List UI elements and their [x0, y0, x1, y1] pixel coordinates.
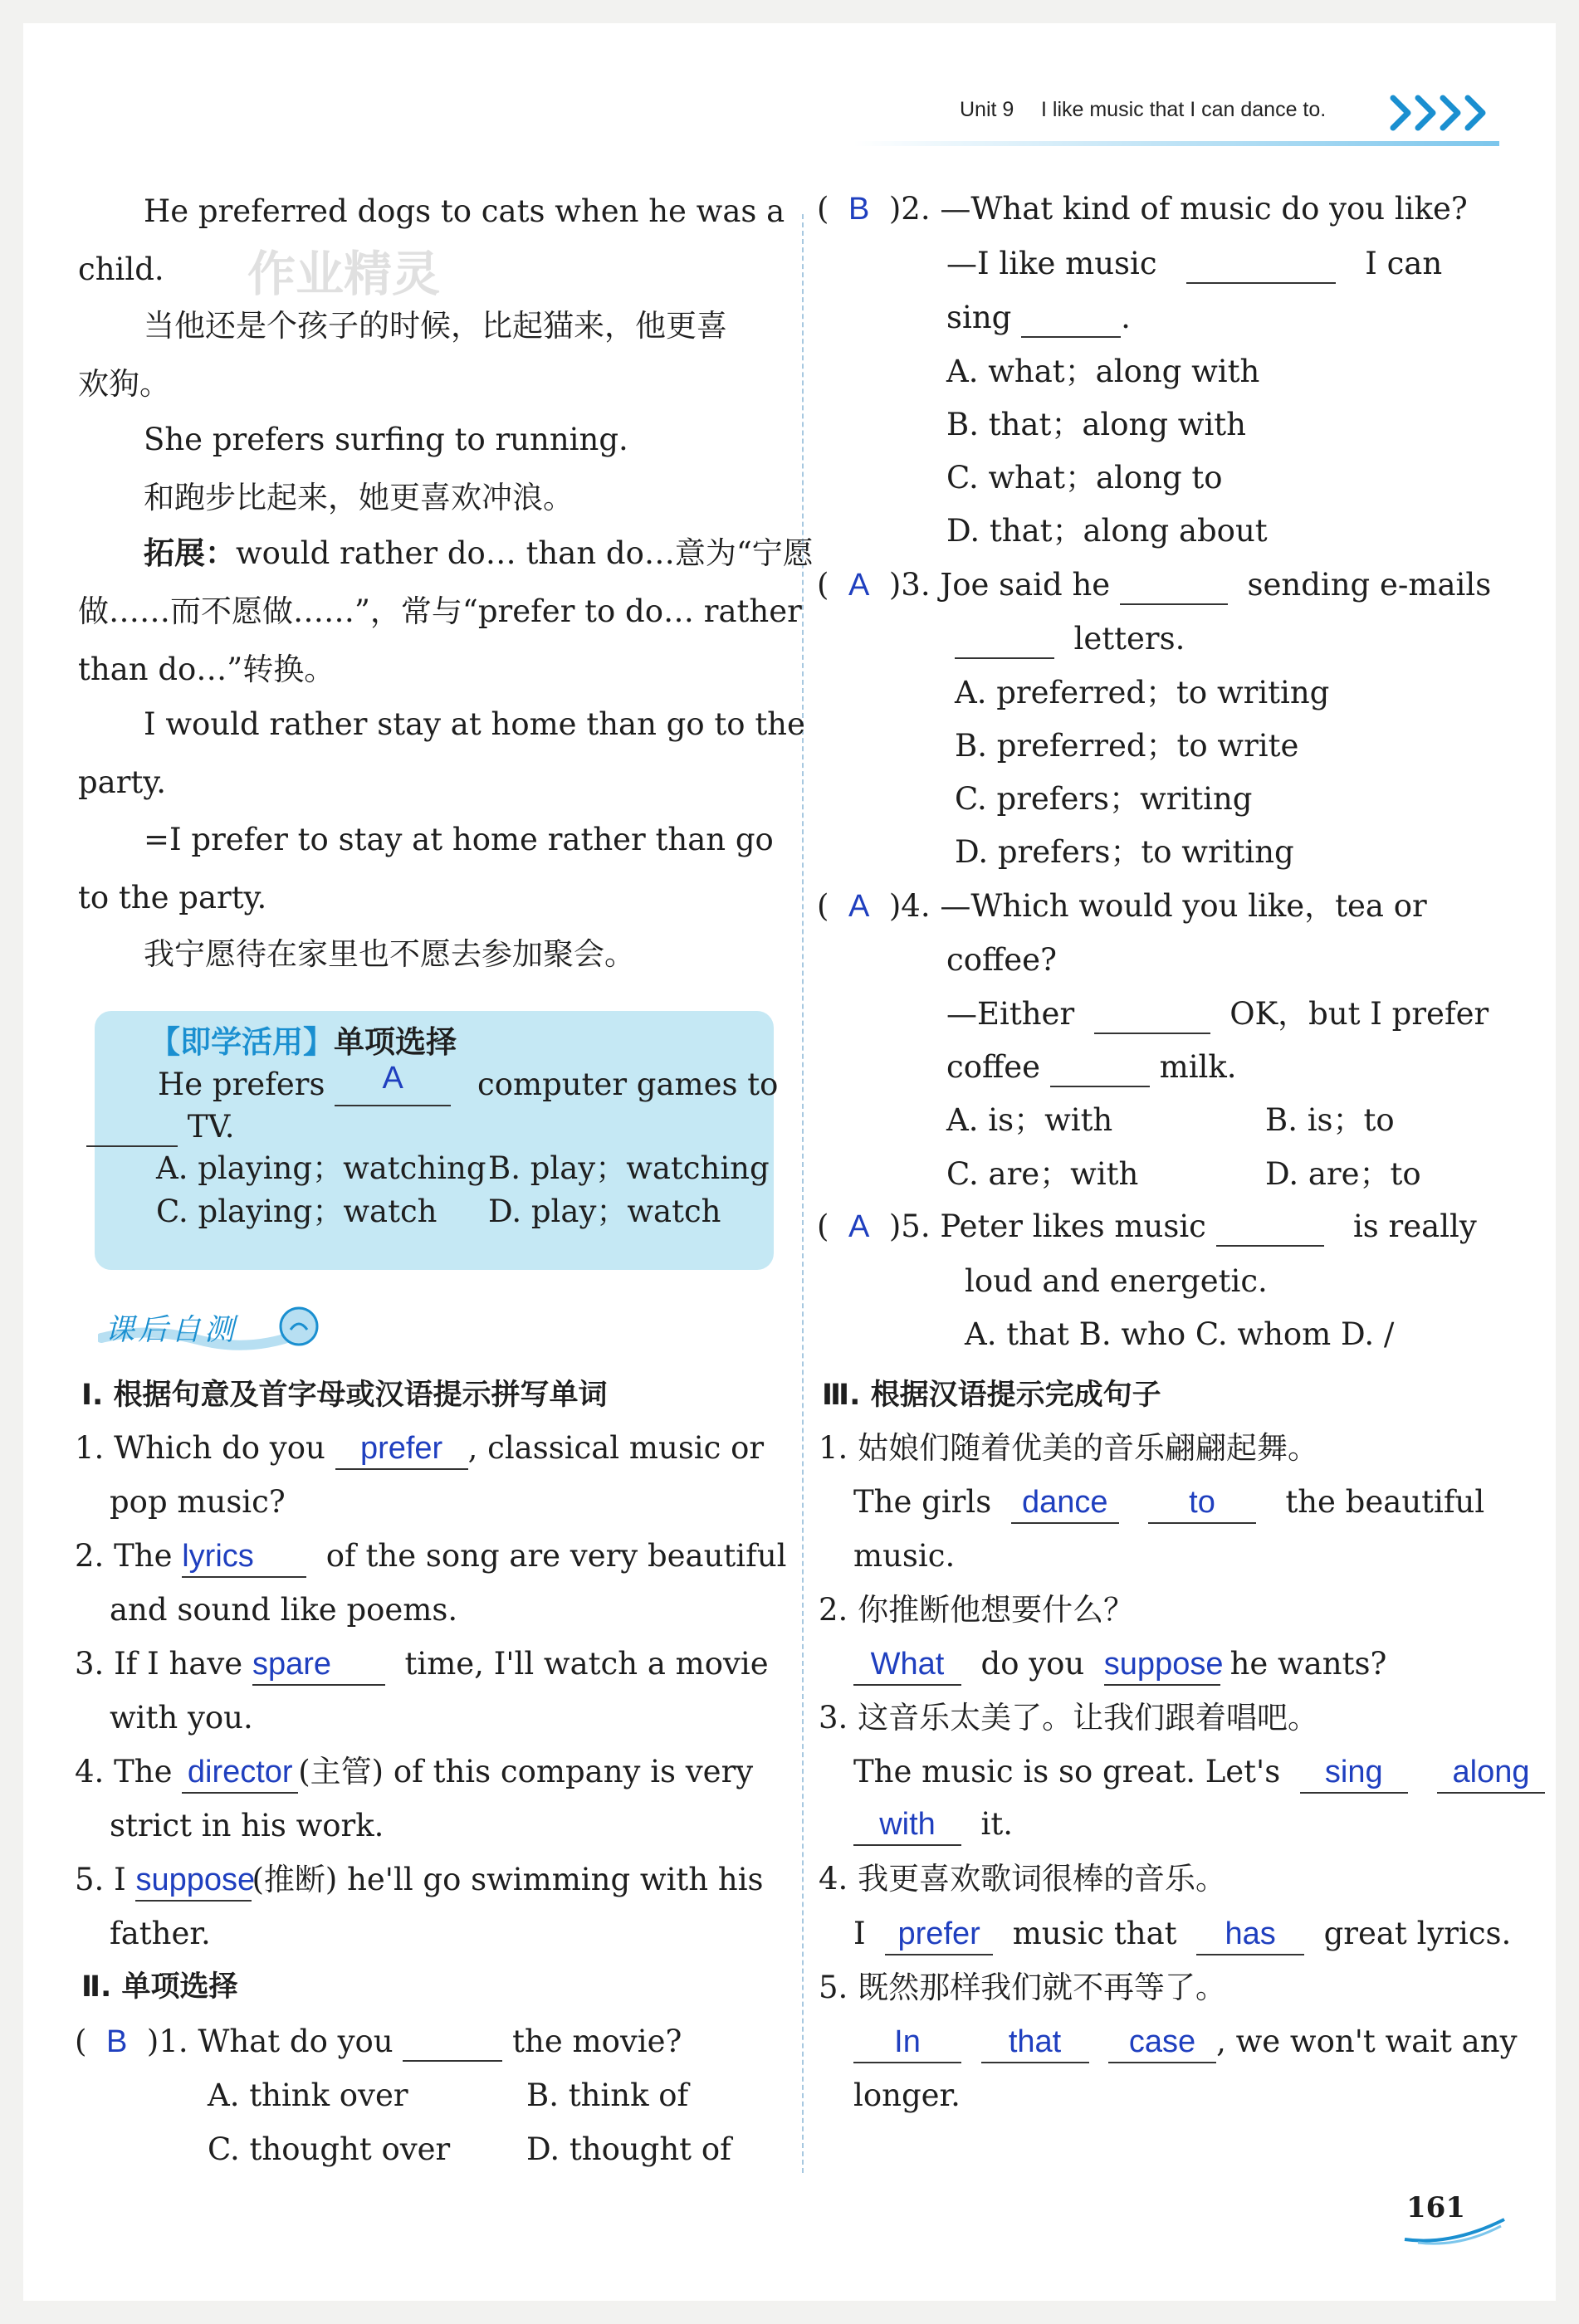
q5-line2: loud and energetic. — [965, 1263, 1268, 1299]
q4-line4 — [946, 1049, 1237, 1087]
q4-stem: )4. —Which would you like，tea or — [888, 888, 1427, 924]
q4-answer: A — [848, 889, 870, 924]
s1-item-5-line2: father. — [110, 1916, 211, 1951]
s3-item-3-line2 — [853, 1806, 1013, 1846]
s1-item-2-after: of the song are very beautiful — [325, 1538, 787, 1574]
q5-stem: )5. Peter likes music — [888, 1208, 1206, 1244]
watermark: 作业精灵 — [247, 246, 441, 302]
para-4: 和跑步比起来，她更喜欢冲浪。 — [144, 480, 574, 515]
practice-opt-b: B. play；watching — [488, 1150, 770, 1186]
practice-opt-d: D. play；watch — [488, 1194, 721, 1229]
q3: ( A )3. Joe said he sending e-mails — [817, 567, 1491, 605]
q1-opt-c: C. thought over — [208, 2131, 451, 2167]
q4: ( A )4. —Which would you like，tea or — [817, 888, 1427, 924]
s1-item-2-answer: lyrics — [182, 1539, 254, 1574]
s3-item-3-answer-3: with — [879, 1807, 936, 1842]
q2-stem: )2. —What kind of music do you like? — [888, 191, 1468, 227]
s1-item-5 — [75, 1862, 764, 1902]
practice-answer: A — [382, 1061, 403, 1096]
para-1a: He preferred dogs to cats when he was a — [144, 193, 785, 229]
para-1b: child. — [78, 251, 164, 287]
q1-answer: B — [105, 2024, 128, 2059]
s3-item-4-text2: music that — [1012, 1916, 1177, 1951]
page-number-swoosh-icon — [1401, 2214, 1509, 2248]
q4-opt-d: D. are；to — [1265, 1156, 1421, 1192]
s1-item-2 — [75, 1538, 786, 1578]
s3-item-1-text: The girls — [853, 1484, 992, 1520]
column-divider — [802, 214, 804, 2173]
q3-line2-text: letters. — [1073, 621, 1185, 657]
s3-item-4-answer-2: has — [1225, 1916, 1276, 1951]
practice-q-tv: TV. — [187, 1109, 235, 1145]
section-mark-text: 课后自测 — [105, 1313, 238, 1347]
q1-opt-a: A. think over — [208, 2077, 408, 2113]
extension-text: would rather do… than do…意为“宁愿 — [236, 535, 814, 571]
s1-item-4 — [75, 1754, 753, 1794]
header-title: I like music that I can dance to. — [1041, 98, 1327, 121]
s1-item-3-line2: with you. — [110, 1700, 253, 1736]
q2-line3: sing . — [946, 300, 1131, 338]
s3-item-3-line — [853, 1754, 1545, 1794]
s3-item-5-answer-3: case — [1128, 2024, 1196, 2059]
q5-answer: A — [848, 1209, 870, 1244]
s1-item-2-line2: and sound like poems. — [110, 1592, 458, 1628]
s3-item-1-cn: 1. 姑娘们随着优美的音乐翩翩起舞。 — [819, 1430, 1319, 1466]
s1-item-4-text: 4. The — [75, 1754, 173, 1789]
s3-item-2-cn: 2. 你推断他想要什么？ — [819, 1592, 1135, 1628]
practice-title-label: 【即学活用】 — [149, 1024, 334, 1060]
q4-line2: coffee? — [946, 942, 1057, 978]
para-3: She prefers surfing to running. — [144, 422, 628, 457]
q1-stem: )1. What do you — [146, 2024, 394, 2059]
q2-answer: B — [848, 192, 870, 227]
s3-item-1-line — [853, 1484, 1484, 1524]
q3-stem2: sending e-mails — [1247, 567, 1492, 603]
practice-q-text: He prefers — [158, 1067, 325, 1102]
s3-item-4-line — [853, 1916, 1511, 1955]
s3-item-1-answer-2: to — [1189, 1485, 1215, 1520]
practice-title — [149, 1024, 457, 1061]
s3-item-3-answer-1: sing — [1324, 1755, 1383, 1789]
chevrons-icon — [1385, 88, 1518, 138]
s3-item-1-text2: the beautiful — [1285, 1484, 1485, 1520]
practice-q-line1 — [158, 1061, 779, 1106]
q2-opt-c: C. what；along to — [946, 460, 1223, 496]
q5-stem2: is really — [1352, 1208, 1477, 1244]
q3-opt-c: C. prefers；writing — [955, 781, 1253, 817]
s1-item-3 — [75, 1646, 769, 1686]
q3-opt-a: A. preferred；to writing — [955, 675, 1330, 710]
q4-line3 — [946, 996, 1489, 1034]
section-mark — [98, 1301, 324, 1351]
q3-opt-b: B. preferred；to write — [955, 728, 1299, 764]
q2-opt-a: A. what；along with — [946, 354, 1260, 389]
s1-item-3-answer: spare — [252, 1647, 332, 1682]
q4-opt-c: C. are；with — [946, 1156, 1139, 1192]
extension-c: than do…”转换。 — [78, 652, 335, 687]
q4-line3-text: —Either — [946, 996, 1075, 1032]
textbook-page — [23, 23, 1556, 2301]
s1-item-4-line2: strict in his work. — [110, 1808, 384, 1843]
q5-options: A. that B. who C. whom D. / — [965, 1316, 1395, 1352]
q3-line2 — [955, 621, 1185, 659]
para-5a: I would rather stay at home than go to the — [144, 706, 805, 742]
q4-line3-text2: OK，but I prefer — [1229, 996, 1489, 1032]
s3-item-4-cn: 4. 我更喜欢歌词很棒的音乐。 — [819, 1861, 1227, 1897]
header-rule — [853, 141, 1499, 146]
s1-item-1 — [75, 1430, 764, 1470]
practice-q-text2: computer games to — [477, 1067, 779, 1102]
q2-line3-text: sing — [946, 300, 1012, 335]
para-6a: =I prefer to stay at home rather than go — [144, 822, 774, 857]
q4-line4-text: coffee — [946, 1049, 1041, 1085]
s3-item-5-cn: 5. 既然那样我们就不再等了。 — [819, 1970, 1227, 2005]
para-2b: 欢狗。 — [78, 366, 170, 402]
q2-opt-d: D. that；along about — [946, 513, 1268, 549]
extension-a — [144, 535, 814, 572]
q2-line2 — [946, 246, 1442, 284]
extension-label: 拓展： — [144, 535, 236, 571]
q2-line2-text2: I can — [1365, 246, 1443, 281]
s1-item-5-after: (推断) he'll go swimming with his — [252, 1862, 764, 1897]
s1-item-1-answer: prefer — [359, 1431, 443, 1466]
s3-item-2-line — [853, 1646, 1386, 1686]
s3-item-3-text: The music is so great. Let's — [853, 1754, 1281, 1789]
q3-stem: )3. Joe said he — [888, 567, 1111, 603]
practice-opt-c: C. playing；watch — [156, 1194, 438, 1229]
q4-opt-b: B. is；to — [1265, 1102, 1395, 1138]
extension-b: 做……而不愿做……”，常与“prefer to do… rather — [78, 593, 802, 629]
q5: ( A )5. Peter likes music is really — [817, 1208, 1477, 1247]
para-5b: party. — [78, 764, 167, 800]
s3-item-1-answer-1: dance — [1021, 1485, 1108, 1520]
s3-item-5-line2: longer. — [853, 2077, 961, 2113]
s1-item-4-after: (主管) of this company is very — [298, 1754, 754, 1789]
page-number: 161 — [1406, 2191, 1465, 2224]
section-1-title: Ⅰ. 根据句意及首字母或汉语提示拼写单词 — [81, 1379, 608, 1412]
s3-item-3-answer-2: along — [1452, 1755, 1530, 1789]
q2-line2-text: —I like music — [946, 246, 1157, 281]
para-6b: to the party. — [78, 880, 267, 915]
s3-item-2-answer-1: What — [870, 1647, 945, 1682]
s1-item-1-after: , classical music or — [467, 1430, 765, 1466]
s3-item-1-line2: music. — [853, 1538, 956, 1574]
s3-item-2-text: do you — [980, 1646, 1085, 1682]
s3-item-5-answer-2: that — [1008, 2024, 1062, 2059]
s1-item-5-answer: suppose — [135, 1863, 256, 1897]
practice-subtitle: 单项选择 — [334, 1024, 457, 1060]
q1-opt-d: D. thought of — [526, 2131, 731, 2167]
q2-opt-b: B. that；along with — [946, 407, 1246, 442]
practice-opt-a: A. playing；watching — [156, 1150, 486, 1186]
q1-stem2: the movie? — [512, 2024, 682, 2059]
s1-item-1-text: 1. Which do you — [75, 1430, 325, 1466]
q4-line4-text2: milk. — [1159, 1049, 1237, 1085]
s3-item-2-answer-2: suppose — [1103, 1647, 1224, 1682]
s1-item-3-text: 3. If I have — [75, 1646, 243, 1682]
s1-item-2-text: 2. The — [75, 1538, 173, 1574]
s3-item-5-answer-1: In — [894, 2024, 921, 2059]
s3-item-4-text3: great lyrics. — [1323, 1916, 1512, 1951]
s1-item-1-line2: pop music? — [110, 1484, 286, 1520]
section-2-title: Ⅱ. 单项选择 — [81, 1970, 238, 2004]
s3-item-4-text: I — [853, 1916, 866, 1951]
s3-item-4-answer-1: prefer — [897, 1916, 980, 1951]
q3-answer: A — [848, 568, 870, 603]
s3-item-5-line — [853, 2024, 1517, 2063]
q1: ( B )1. What do you the movie? — [75, 2024, 682, 2062]
q2: ( B )2. —What kind of music do you like? — [817, 191, 1468, 227]
q4-opt-a: A. is；with — [946, 1102, 1113, 1138]
q1-opt-b: B. think of — [526, 2077, 689, 2113]
para-2a: 当他还是个孩子的时候，比起猫来，他更喜 — [144, 308, 727, 344]
para-7: 我宁愿待在家里也不愿去参加聚会。 — [144, 936, 635, 972]
s1-item-3-after: time, I'll watch a movie — [404, 1646, 769, 1682]
s1-item-4-answer: director — [187, 1755, 293, 1789]
section-3-title: Ⅲ. 根据汉语提示完成句子 — [822, 1379, 1161, 1412]
s3-item-3-text2: it. — [980, 1806, 1013, 1842]
practice-q-line2 — [86, 1109, 234, 1147]
header-unit: Unit 9 — [960, 98, 1014, 121]
s1-item-5-text: 5. I — [75, 1862, 126, 1897]
s3-item-5-text: , we won't wait any — [1216, 2024, 1518, 2059]
s3-item-3-cn: 3. 这音乐太美了。让我们跟着唱吧。 — [819, 1700, 1319, 1736]
s3-item-2-text2: he wants? — [1229, 1646, 1387, 1682]
q3-opt-d: D. prefers；to writing — [955, 834, 1294, 870]
